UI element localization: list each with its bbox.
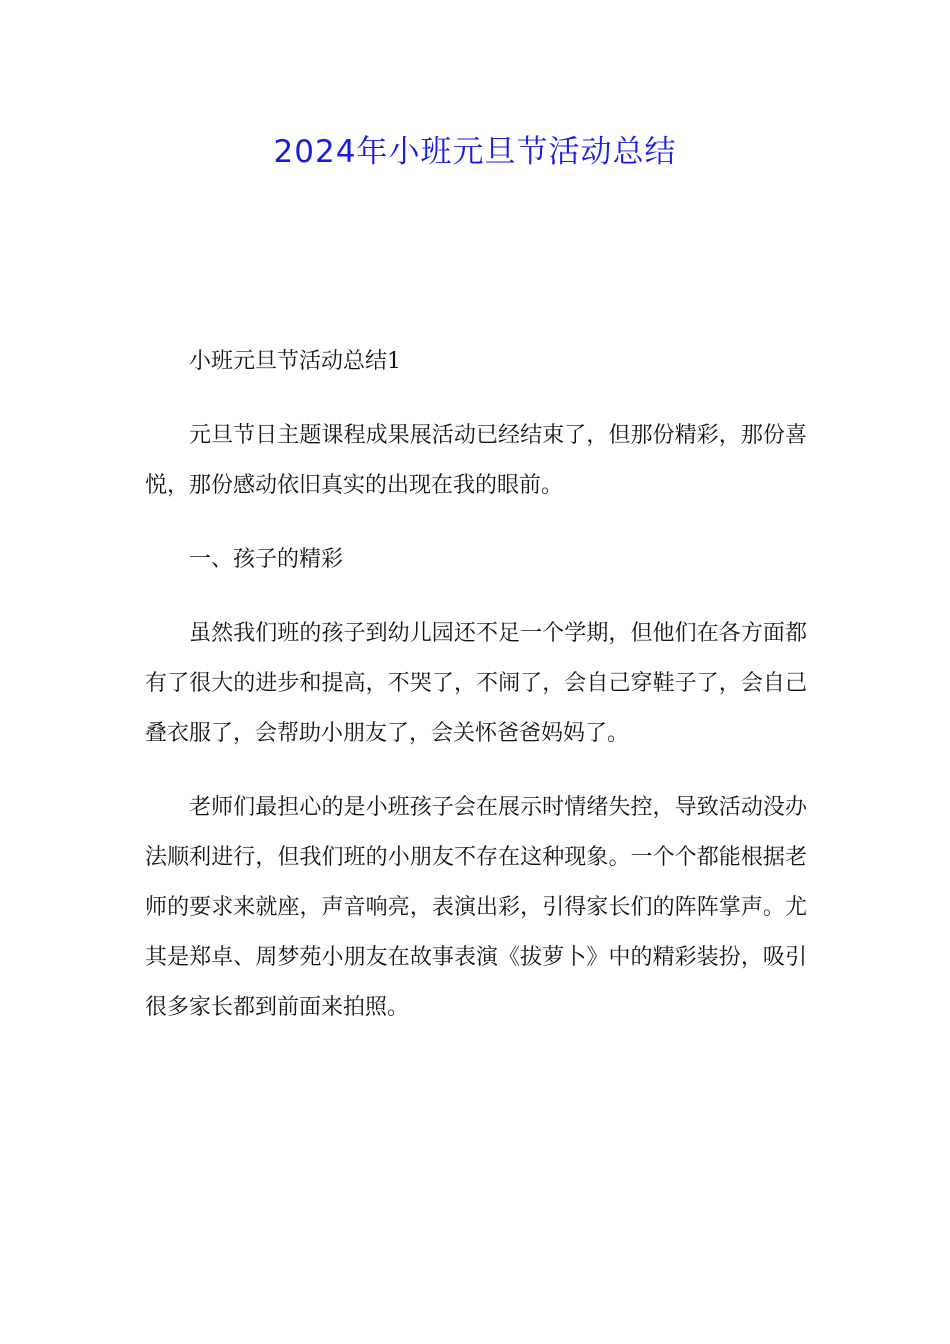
section-heading: 小班元旦节活动总结1 (189, 349, 401, 374)
paragraph: 老师们最担心的是小班孩子会在展示时情绪失控，导致活动没办法顺利进行，但我们班的小朋友不存在这种现象。一个个都能根据老师的要求来就座，声音响亮，表演出彩，引得家长们的阵阵掌声。尤其是郑卓、周梦苑小朋友在故事表演《拔萝卜》中的精彩装扮，吸引很多家长都到前面来拍照。 (145, 795, 807, 1020)
document-body (145, 337, 807, 1057)
paragraph: 虽然我们班的孩子到幼儿园还不足一个学期，但他们在各方面都有了很大的进步和提高，不哭了，不闹了，会自己穿鞋子了，会自己叠衣服了，会帮助小朋友了，会关怀爸爸妈妈了。 (145, 621, 807, 746)
document-title: 2024年小班元旦节活动总结 (273, 134, 677, 170)
paragraph: 元旦节日主题课程成果展活动已经结束了，但那份精彩，那份喜悦，那份感动依旧真实的出现在我的眼前。 (145, 423, 807, 498)
section-heading: 一、孩子的精彩 (189, 547, 344, 572)
